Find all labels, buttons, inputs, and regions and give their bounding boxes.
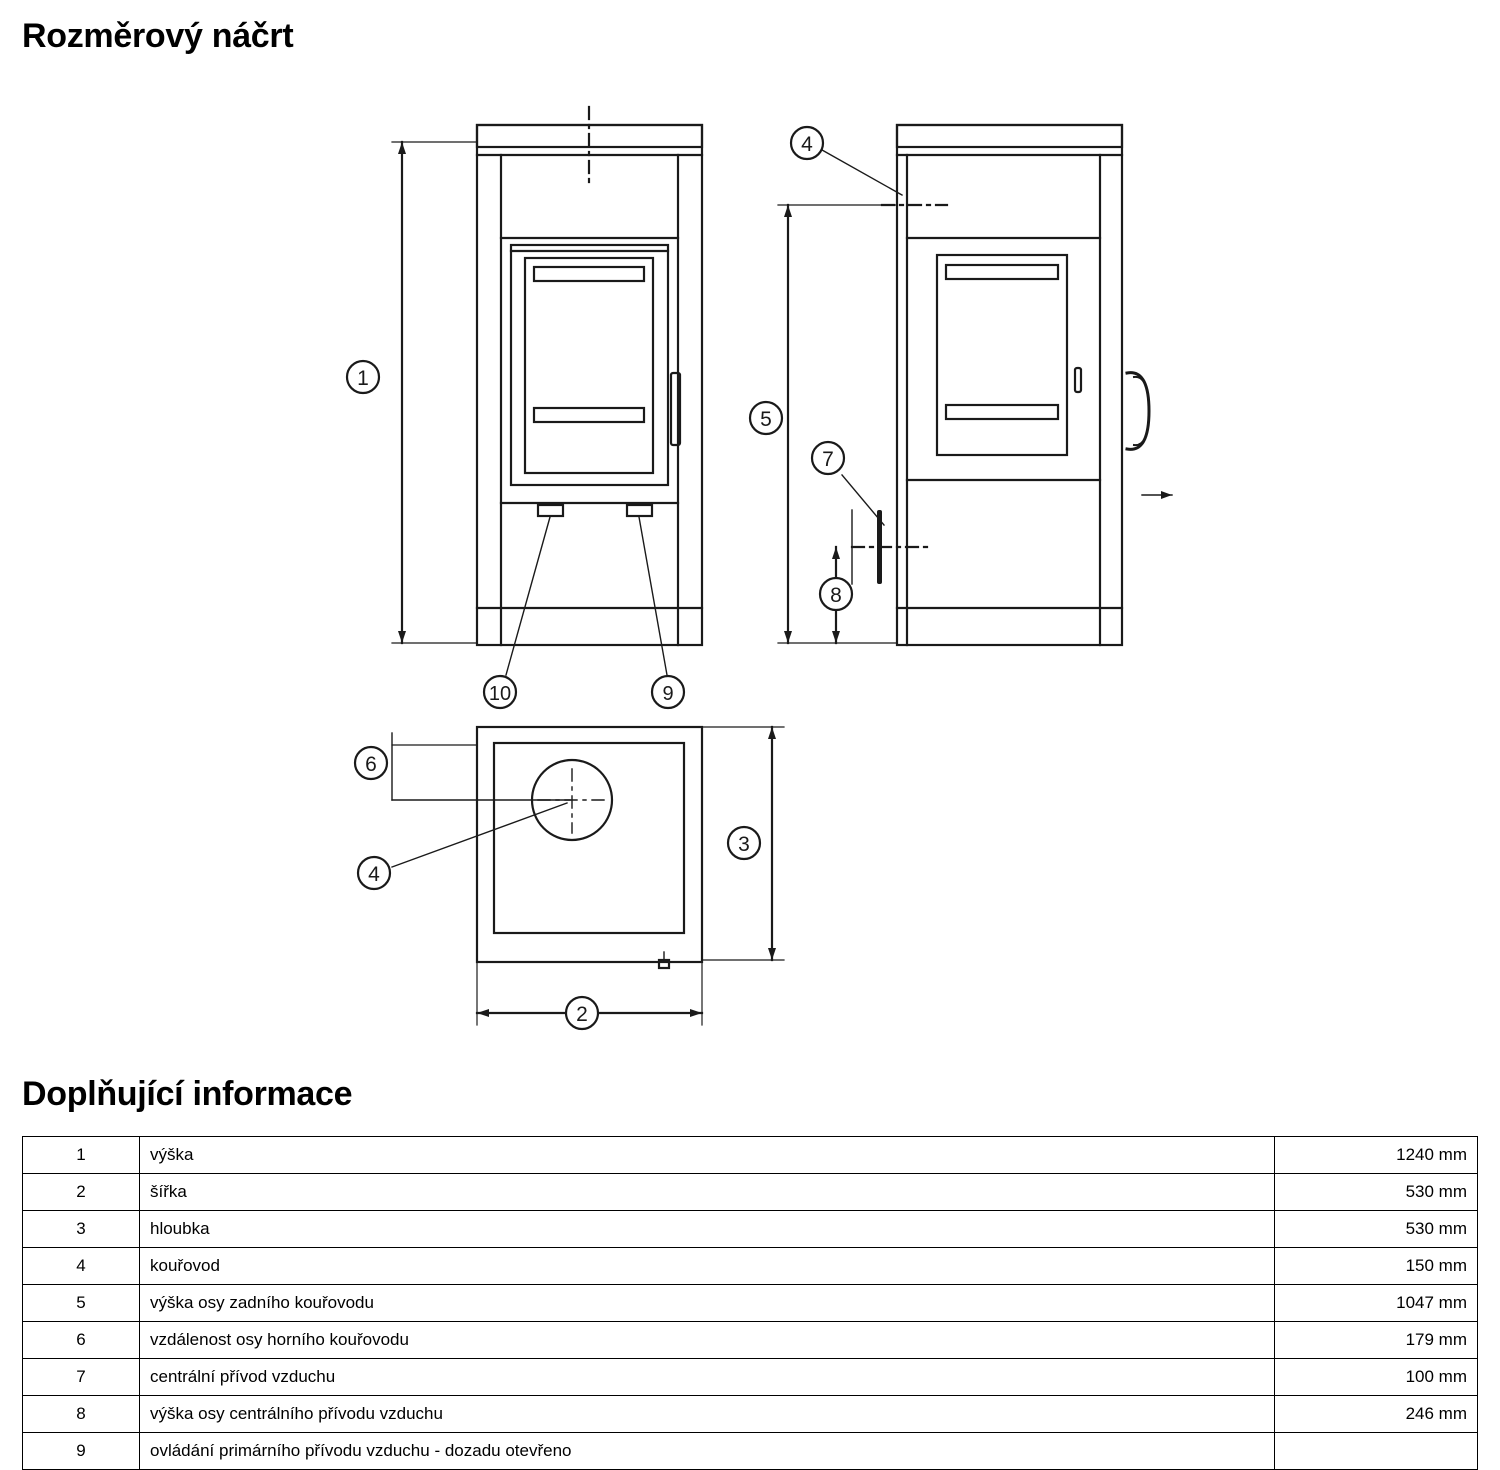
row-description: kouřovod <box>140 1248 1275 1285</box>
svg-text:5: 5 <box>760 408 772 432</box>
svg-text:4: 4 <box>801 133 813 157</box>
svg-text:7: 7 <box>822 448 834 472</box>
document-page <box>0 17 1500 1461</box>
svg-text:3: 3 <box>738 833 750 857</box>
table-row <box>23 1137 1478 1174</box>
table-row <box>23 1433 1478 1470</box>
table-row <box>23 1359 1478 1396</box>
additional-info-table <box>22 1136 1478 1470</box>
row-number: 5 <box>23 1285 140 1322</box>
row-value <box>1275 1433 1478 1470</box>
svg-text:8: 8 <box>830 584 842 608</box>
dimension-drawing <box>22 55 1478 1045</box>
row-description: centrální přívod vzduchu <box>140 1359 1275 1396</box>
row-description: výška <box>140 1137 1275 1174</box>
row-number: 4 <box>23 1248 140 1285</box>
row-number: 6 <box>23 1322 140 1359</box>
table-row <box>23 1285 1478 1322</box>
table-row <box>23 1322 1478 1359</box>
row-number: 9 <box>23 1433 140 1470</box>
row-description: ovládání primárního přívodu vzduchu - dozadu otevřeno <box>140 1433 1275 1470</box>
row-description: vzdálenost osy horního kouřovodu <box>140 1322 1275 1359</box>
additional-info-title: Doplňující informace <box>22 1075 353 1113</box>
row-description: výška osy zadního kouřovodu <box>140 1285 1275 1322</box>
table-body <box>23 1137 1478 1470</box>
row-number: 1 <box>23 1137 140 1174</box>
row-number: 3 <box>23 1211 140 1248</box>
row-value: 179 mm <box>1275 1322 1478 1359</box>
table-row <box>23 1211 1478 1248</box>
row-value: 530 mm <box>1275 1211 1478 1248</box>
svg-text:10: 10 <box>488 683 512 706</box>
row-description: výška osy centrálního přívodu vzduchu <box>140 1396 1275 1433</box>
row-value: 1240 mm <box>1275 1137 1478 1174</box>
row-number: 8 <box>23 1396 140 1433</box>
row-value: 530 mm <box>1275 1174 1478 1211</box>
table-row <box>23 1174 1478 1211</box>
svg-text:2: 2 <box>576 1003 588 1027</box>
additional-info-table-wrap <box>22 1136 1478 1470</box>
svg-text:6: 6 <box>365 753 377 777</box>
table-row <box>23 1248 1478 1285</box>
row-description: šířka <box>140 1174 1275 1211</box>
row-description: hloubka <box>140 1211 1275 1248</box>
row-value: 246 mm <box>1275 1396 1478 1433</box>
row-value: 1047 mm <box>1275 1285 1478 1322</box>
row-number: 7 <box>23 1359 140 1396</box>
svg-text:1: 1 <box>357 367 369 391</box>
row-value: 100 mm <box>1275 1359 1478 1396</box>
row-value: 150 mm <box>1275 1248 1478 1285</box>
page-title: Rozměrový náčrt <box>22 17 294 55</box>
svg-text:9: 9 <box>662 683 674 706</box>
svg-text:4: 4 <box>368 863 380 887</box>
row-number: 2 <box>23 1174 140 1211</box>
